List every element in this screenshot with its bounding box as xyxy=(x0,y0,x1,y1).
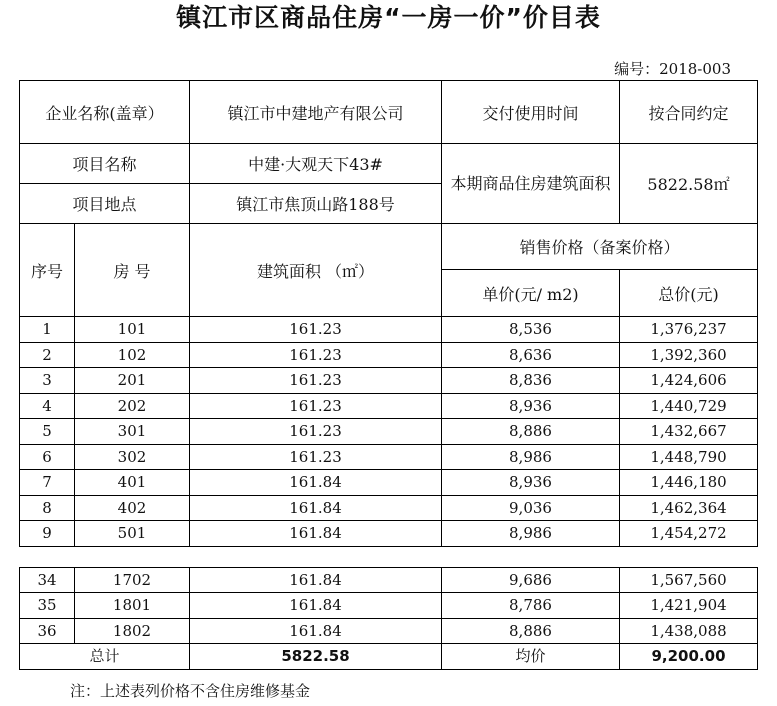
document-number: 编号：2018-003 xyxy=(614,60,731,78)
table-row xyxy=(20,317,758,343)
room-cell: 1801 xyxy=(75,593,190,619)
unit-price-cell: 8,886 xyxy=(442,618,620,644)
unit-price-cell: 8,636 xyxy=(442,342,620,368)
table-row xyxy=(20,368,758,394)
total-price-cell: 1,421,904 xyxy=(620,593,758,619)
unit-price-cell: 9,036 xyxy=(442,495,620,521)
room-cell: 302 xyxy=(75,444,190,470)
total-price-cell: 1,438,088 xyxy=(620,618,758,644)
location-label: 项目地点 xyxy=(20,184,190,224)
area-cell: 161.23 xyxy=(190,342,442,368)
unit-price-cell: 8,786 xyxy=(442,593,620,619)
room-cell: 202 xyxy=(75,393,190,419)
table-row xyxy=(20,470,758,496)
table-row xyxy=(20,618,758,644)
room-cell: 1702 xyxy=(75,567,190,593)
total-price-cell: 1,567,560 xyxy=(620,567,758,593)
total-price-cell: 1,454,272 xyxy=(620,521,758,547)
seq-cell: 1 xyxy=(20,317,75,343)
area-cell: 161.84 xyxy=(190,618,442,644)
col-unit-price-header: 单价(元/ m2) xyxy=(442,270,620,317)
table-row xyxy=(20,567,758,593)
room-cell: 301 xyxy=(75,419,190,445)
seq-cell: 8 xyxy=(20,495,75,521)
unit-price-cell: 8,936 xyxy=(442,470,620,496)
area-cell: 161.23 xyxy=(190,393,442,419)
totals-row xyxy=(20,644,758,670)
project-label: 项目名称 xyxy=(20,144,190,184)
unit-price-cell: 8,536 xyxy=(442,317,620,343)
area-value: 5822.58㎡ xyxy=(620,144,758,224)
col-total-price-header: 总价(元) xyxy=(620,270,758,317)
total-price-cell: 1,446,180 xyxy=(620,470,758,496)
area-cell: 161.84 xyxy=(190,521,442,547)
total-label: 总计 xyxy=(20,644,190,670)
project-value: 中建·大观天下43# xyxy=(190,144,442,184)
average-label: 均价 xyxy=(442,644,620,670)
area-cell: 161.23 xyxy=(190,444,442,470)
seq-cell: 6 xyxy=(20,444,75,470)
delivery-value: 按合同约定 xyxy=(620,81,758,144)
seq-cell: 34 xyxy=(20,567,75,593)
total-price-cell: 1,392,360 xyxy=(620,342,758,368)
unit-price-cell: 8,986 xyxy=(442,521,620,547)
gap-cell xyxy=(20,546,758,567)
room-cell: 101 xyxy=(75,317,190,343)
unit-price-cell: 8,986 xyxy=(442,444,620,470)
table-row xyxy=(20,342,758,368)
seq-cell: 5 xyxy=(20,419,75,445)
table-gap xyxy=(20,546,758,567)
table-row xyxy=(20,495,758,521)
area-cell: 161.84 xyxy=(190,567,442,593)
table-row xyxy=(20,521,758,547)
room-cell: 401 xyxy=(75,470,190,496)
room-cell: 1802 xyxy=(75,618,190,644)
company-value: 镇江市中建地产有限公司 xyxy=(190,81,442,144)
location-value: 镇江市焦顶山路188号 xyxy=(190,184,442,224)
total-price-cell: 1,424,606 xyxy=(620,368,758,394)
seq-cell: 2 xyxy=(20,342,75,368)
area-label: 本期商品住房建筑面积 xyxy=(442,144,620,224)
average-price: 9,200.00 xyxy=(620,644,758,670)
company-label: 企业名称(盖章） xyxy=(20,81,190,144)
col-area-header: 建筑面积 （㎡） xyxy=(190,224,442,317)
total-price-cell: 1,440,729 xyxy=(620,393,758,419)
total-price-cell: 1,448,790 xyxy=(620,444,758,470)
page-title: 镇江市区商品住房“一房一价”价目表 xyxy=(176,3,601,32)
room-cell: 501 xyxy=(75,521,190,547)
total-price-cell: 1,376,237 xyxy=(620,317,758,343)
room-cell: 402 xyxy=(75,495,190,521)
area-cell: 161.84 xyxy=(190,495,442,521)
seq-cell: 3 xyxy=(20,368,75,394)
area-cell: 161.23 xyxy=(190,368,442,394)
table-row xyxy=(20,393,758,419)
col-seq-header: 序号 xyxy=(20,224,75,317)
seq-cell: 4 xyxy=(20,393,75,419)
delivery-label: 交付使用时间 xyxy=(442,81,620,144)
area-cell: 161.84 xyxy=(190,470,442,496)
table-row xyxy=(20,593,758,619)
room-cell: 201 xyxy=(75,368,190,394)
table-row xyxy=(20,444,758,470)
unit-price-cell: 8,886 xyxy=(442,419,620,445)
area-cell: 161.84 xyxy=(190,593,442,619)
unit-price-cell: 8,836 xyxy=(442,368,620,394)
total-price-cell: 1,462,364 xyxy=(620,495,758,521)
footnote: 注：上述表列价格不含住房维修基金 xyxy=(70,682,311,700)
seq-cell: 36 xyxy=(20,618,75,644)
room-cell: 102 xyxy=(75,342,190,368)
seq-cell: 9 xyxy=(20,521,75,547)
col-price-group-header: 销售价格（备案价格） xyxy=(442,224,758,270)
col-room-header: 房 号 xyxy=(75,224,190,317)
seq-cell: 35 xyxy=(20,593,75,619)
seq-cell: 7 xyxy=(20,470,75,496)
area-cell: 161.23 xyxy=(190,419,442,445)
unit-price-cell: 9,686 xyxy=(442,567,620,593)
table-row xyxy=(20,419,758,445)
total-price-cell: 1,432,667 xyxy=(620,419,758,445)
area-cell: 161.23 xyxy=(190,317,442,343)
price-table xyxy=(19,80,758,670)
unit-price-cell: 8,936 xyxy=(442,393,620,419)
total-area: 5822.58 xyxy=(190,644,442,670)
